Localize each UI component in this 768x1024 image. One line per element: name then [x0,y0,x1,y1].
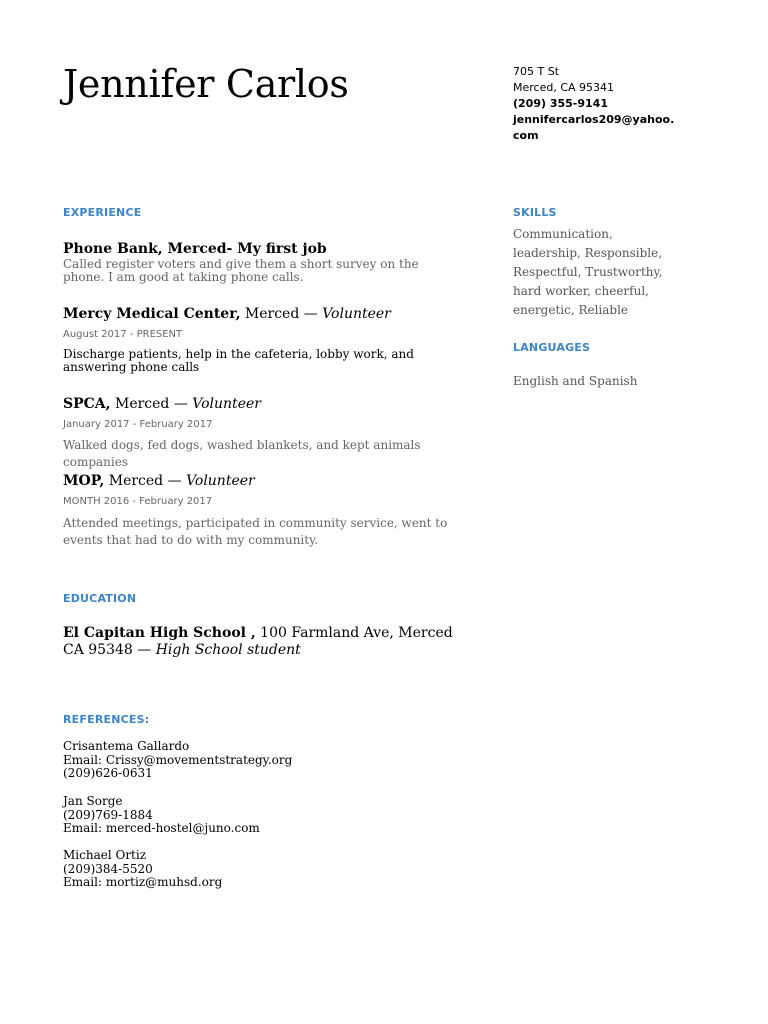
job-description-1: Called register voters and give them a short survey on the phone. I am good at taking phone calls. [63,257,419,284]
reference-name: Crisantema Gallardo [63,739,190,753]
job-title-4 [63,472,463,490]
resume-name: Jennifer Carlos [63,62,349,106]
job-description-4: Attended meetings, participated in community service, went to events that had to do with my community. [63,516,448,547]
job-place: Merced — [110,396,193,412]
job-role: Volunteer [322,306,391,322]
email-address: jennifercarlos209@yahoo.com [513,113,675,142]
job-description-2: Discharge patients, help in the cafeteria, lobby work, and answering phone calls [63,347,414,374]
job-dates-2: August 2017 - PRESENT [63,329,183,340]
job-title-3 [63,395,463,413]
reference-contact: Email: merced-hostel@juno.com [63,821,260,835]
phone-number: (209) 355-9141 [513,97,608,110]
job-place: Merced — [240,306,323,322]
job-title-1 [63,240,463,258]
reference-contact: Email: mortiz@muhsd.org [63,875,223,889]
job-role: Volunteer [186,473,255,489]
address-line-1: 705 T St [513,65,560,78]
job-org: SPCA, [63,396,111,412]
school-location: 100 Farmland Ave, Merced CA 95348 — [63,625,453,658]
contact-block [513,64,678,144]
education-role: High School student [155,642,301,658]
languages-text: English and Spanish [513,374,638,388]
reference-contact: (209)384-5520 [63,861,153,876]
languages-heading: LANGUAGES [513,341,591,354]
reference-name: Michael Ortiz [63,848,147,862]
references-heading: REFERENCES: [63,713,150,726]
reference-2 [63,795,260,836]
education-heading: EDUCATION [63,592,137,605]
job-description-3: Walked dogs, fed dogs, washed blankets, and kept animals companies [63,438,421,469]
reference-contact: (209)769-1884 [63,807,153,822]
job-title-2 [63,305,463,323]
education-entry [63,625,453,659]
reference-name: Jan Sorge [63,794,123,808]
school-name: El Capitan High School , [63,625,256,641]
experience-heading: EXPERIENCE [63,206,142,219]
job-role: Volunteer [192,396,261,412]
job-dates-4: MONTH 2016 - February 2017 [63,496,213,507]
job-org: Phone Bank, Merced- My first job [63,241,327,257]
address-line-2: Merced, CA 95341 [513,81,615,94]
reference-contact: Email: Crissy@movementstrategy.org [63,752,293,767]
reference-1 [63,740,292,781]
skills-text: Communication, leadership, Responsible, Respectful, Trustworthy, hard worker, cheerful, energetic, Reliable [513,227,663,317]
reference-contact: (209)626-0631 [63,766,153,780]
job-dates-3: January 2017 - February 2017 [63,419,213,430]
skills-heading: SKILLS [513,206,557,219]
job-place: Merced — [104,473,187,489]
reference-3 [63,849,222,890]
job-org: Mercy Medical Center, [63,306,241,322]
job-org: MOP, [63,473,105,489]
